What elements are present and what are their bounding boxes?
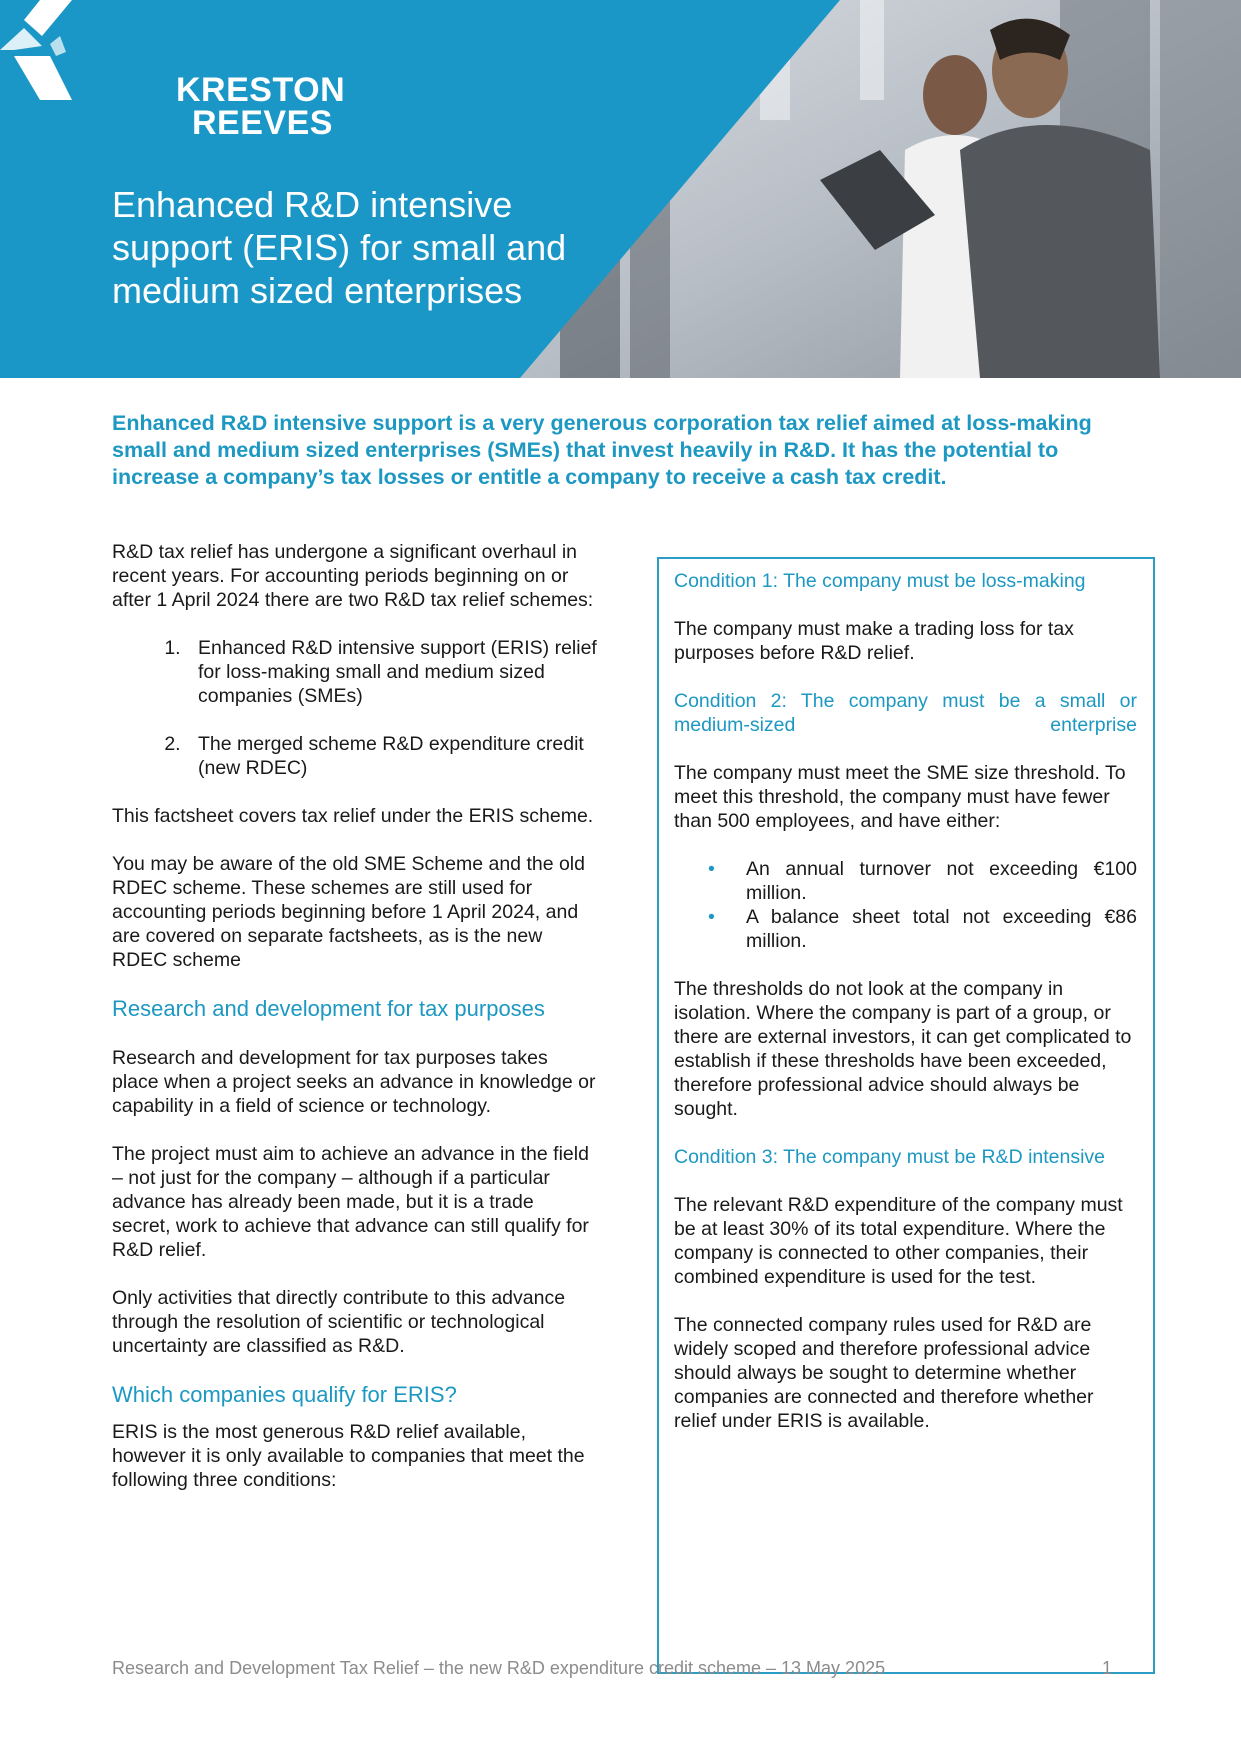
advance-text: The project must aim to achieve an advance in the field – not just for the company – although if a particular advance has already been made, but it is a trade secret, work to achieve that advance can still qualify for R&D relief. — [112, 1143, 589, 1261]
logo-line-1: KRESTON — [176, 71, 346, 109]
scheme-overview-text: R&D tax relief has undergone a significant overhaul in recent years. For accounting periods beginning on or after 1 April 2024 there are two R&D tax relief schemes: — [112, 541, 594, 611]
condition-3-text: The relevant R&D expenditure of the company must be at least 30% of its total expenditure. Where the company is connected to other companies, their combined expenditure is used for the test. — [674, 1194, 1123, 1288]
condition-2-title-text: Condition 2: The company must be a small or medium-sized enterprise — [674, 690, 1137, 736]
scheme-list-item: 2. The merged scheme R&D expenditure credit (new RDEC) — [186, 732, 597, 780]
research-definition-text: Research and development for tax purposes takes place when a project seeks an advance in knowledge or capability in a field of science or technology. — [112, 1047, 596, 1117]
footer-text: Research and Development Tax Relief – the new R&D expenditure credit scheme – 13 May 2025 — [112, 1658, 886, 1678]
research-heading: Research and development for tax purposes — [112, 996, 545, 1021]
company-logo-text — [176, 71, 346, 142]
condition-2-text: The company must meet the SME size threshold. To meet this threshold, the company must have fewer than 500 employees, and have either: — [674, 762, 1126, 832]
condition-2-title — [674, 689, 1137, 737]
qualifying-activities-text: Only activities that directly contribute to this advance through the resolution of scientific or technological uncertainty are classified as R&D. — [112, 1287, 566, 1357]
page-number: 1 — [1102, 1658, 1113, 1678]
threshold-bullet: • A balance sheet total not exceeding €86 million. — [746, 905, 1137, 953]
logo-line-2: REEVES — [192, 104, 333, 142]
intro-summary: Enhanced R&D intensive support is a very generous corporation tax relief aimed at loss-making small and medium sized enterprises (SMEs) that invest heavily in R&D. It has the potential to increase a company’s tax losses or entitle a company to receive a cash tax credit. — [112, 411, 1092, 489]
condition-1-title: Condition 1: The company must be loss-making — [674, 570, 1086, 592]
connected-company-text: The connected company rules used for R&D are widely scoped and therefore professional advice should always be sought to determine whether companies are connected and therefore whether relief under ERIS is available. — [674, 1314, 1094, 1432]
factsheet-scope-text: This factsheet covers tax relief under the ERIS scheme. — [112, 805, 594, 827]
left-column — [112, 540, 597, 1516]
scheme-list-item: 1. Enhanced R&D intensive support (ERIS) relief for loss-making small and medium sized companies (SMEs) — [186, 636, 597, 708]
scheme-list — [112, 636, 597, 780]
page-title: Enhanced R&D intensive support (ERIS) for small and medium sized enterprises — [112, 184, 567, 311]
condition-3-title: Condition 3: The company must be R&D intensive — [674, 1146, 1106, 1168]
old-schemes-text: You may be aware of the old SME Scheme and the old RDEC scheme. These schemes are still used for accounting periods beginning before 1 April 2024, and are covered on separate factsheets, as is the new RDEC scheme — [112, 853, 585, 971]
size-threshold-list — [674, 857, 1137, 953]
eris-conditions-intro: ERIS is the most generous R&D relief available, however it is only available to companies that meet the following three conditions: — [112, 1421, 585, 1491]
page-footer — [112, 1657, 1112, 1679]
conditions-box — [657, 557, 1155, 1674]
eris-qualify-heading: Which companies qualify for ERIS? — [112, 1382, 457, 1407]
group-thresholds-text: The thresholds do not look at the company in isolation. Where the company is part of a group, or there are external investors, it can get complicated to establish if these thresholds have been exceeded, therefore professional advice should always be sought. — [674, 978, 1132, 1120]
condition-1-text: The company must make a trading loss for tax purposes before R&D relief. — [674, 618, 1074, 664]
hero-banner — [0, 0, 1241, 378]
threshold-bullet: • An annual turnover not exceeding €100 million. — [746, 857, 1137, 905]
